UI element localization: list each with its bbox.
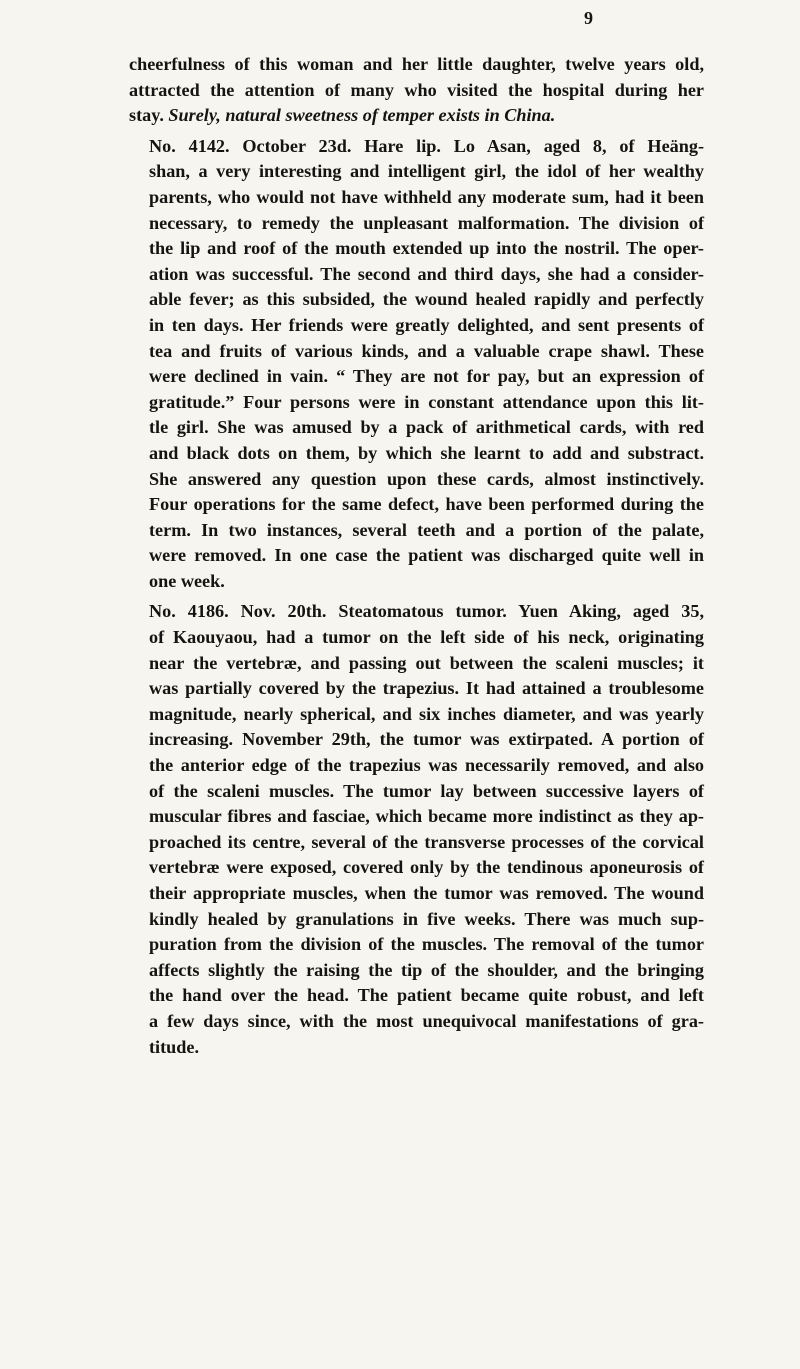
text-line: one week. (149, 570, 225, 591)
text-line: term. In two instances, several teeth and a portion of the palate, (149, 519, 704, 540)
italic-remark: Surely, natural sweetness of temper exists in China. (168, 105, 556, 126)
text-line: titude. (149, 1036, 200, 1057)
text-line-plain: stay. (129, 105, 164, 126)
text-line: of Kaouyaou, had a tumor on the left side of his neck, originating (149, 627, 704, 648)
text-line: vertebræ were exposed, covered only by the tendinous aponeurosis of (149, 857, 704, 878)
text-line: attracted the attention of many who visited the hospital during her (129, 79, 704, 100)
text-line: their appropriate muscles, when the tumor was removed. The wound (149, 883, 704, 903)
text-line: cheerfulness of this woman and her little daughter, twelve years old, (129, 54, 704, 74)
text-line: tle girl. She was amused by a pack of arithmetical cards, with red (149, 417, 704, 438)
text-line: the lip and roof of the mouth extended up into the nostril. The oper- (149, 238, 704, 259)
text-line: shan, a very interesting and intelligent girl, the idol of her wealthy (149, 161, 704, 182)
text-line: puration from the division of the muscles. The removal of the tumor (149, 934, 704, 955)
text-line: No. 4186. Nov. 20th. Steatomatous tumor. Yuen Aking, aged 35, (149, 601, 704, 622)
text-line: were removed. In one case the patient was discharged quite well in (149, 545, 704, 566)
text-line: proached its centre, several of the transverse processes of the corvical (149, 831, 704, 852)
text-line (129, 103, 704, 129)
text-line: was partially covered by the trapezius. It had attained a troublesome (149, 678, 704, 699)
case-4142-paragraph (129, 134, 704, 595)
text-line: able fever; as this subsided, the wound healed rapidly and perfectly (149, 289, 704, 310)
text-line: No. 4142. October 23d. Hare lip. Lo Asan, aged 8, of Heäng- (149, 135, 704, 156)
text-line: tea and fruits of various kinds, and a valuable crape shawl. These (149, 340, 704, 361)
text-line: necessary, to remedy the unpleasant malformation. The division of (149, 212, 704, 233)
text-line: near the vertebræ, and passing out between the scaleni muscles; it (149, 652, 704, 673)
text-line: parents, who would not have withheld any moderate sum, had it been (149, 186, 704, 207)
intro-paragraph (129, 52, 704, 129)
text-line: affects slightly the raising the tip of the shoulder, and the bringing (149, 959, 704, 980)
text-line: increasing. November 29th, the tumor was extirpated. A portion of (149, 729, 704, 750)
text-line: of the scaleni muscles. The tumor lay between successive layers of (149, 780, 704, 801)
text-line: gratitude.” Four persons were in constant attendance upon this lit- (149, 391, 704, 412)
text-line: ation was successful. The second and third days, she had a consider- (149, 263, 704, 284)
text-line: and black dots on them, by which she learnt to add and substract. (149, 442, 704, 463)
text-line: muscular fibres and fasciae, which became more indistinct as they ap- (149, 806, 704, 827)
text-line: kindly healed by granulations in five weeks. There was much sup- (149, 908, 704, 929)
text-line: She answered any question upon these cards, almost instinctively. (149, 468, 704, 489)
text-line: a few days since, with the most unequivocal manifestations of gra- (149, 1010, 704, 1031)
page-number: 9 (584, 8, 593, 28)
text-line: the hand over the head. The patient became quite robust, and left (149, 985, 704, 1006)
text-line: in ten days. Her friends were greatly delighted, and sent presents of (149, 314, 704, 335)
case-4186-paragraph (129, 599, 704, 1060)
text-line: the anterior edge of the trapezius was necessarily removed, and also (149, 755, 704, 776)
text-line: Four operations for the same defect, have been performed during the (149, 494, 704, 515)
text-line: were declined in vain. “ They are not for pay, but an expression of (149, 366, 704, 387)
text-line: magnitude, nearly spherical, and six inches diameter, and was yearly (149, 703, 704, 724)
